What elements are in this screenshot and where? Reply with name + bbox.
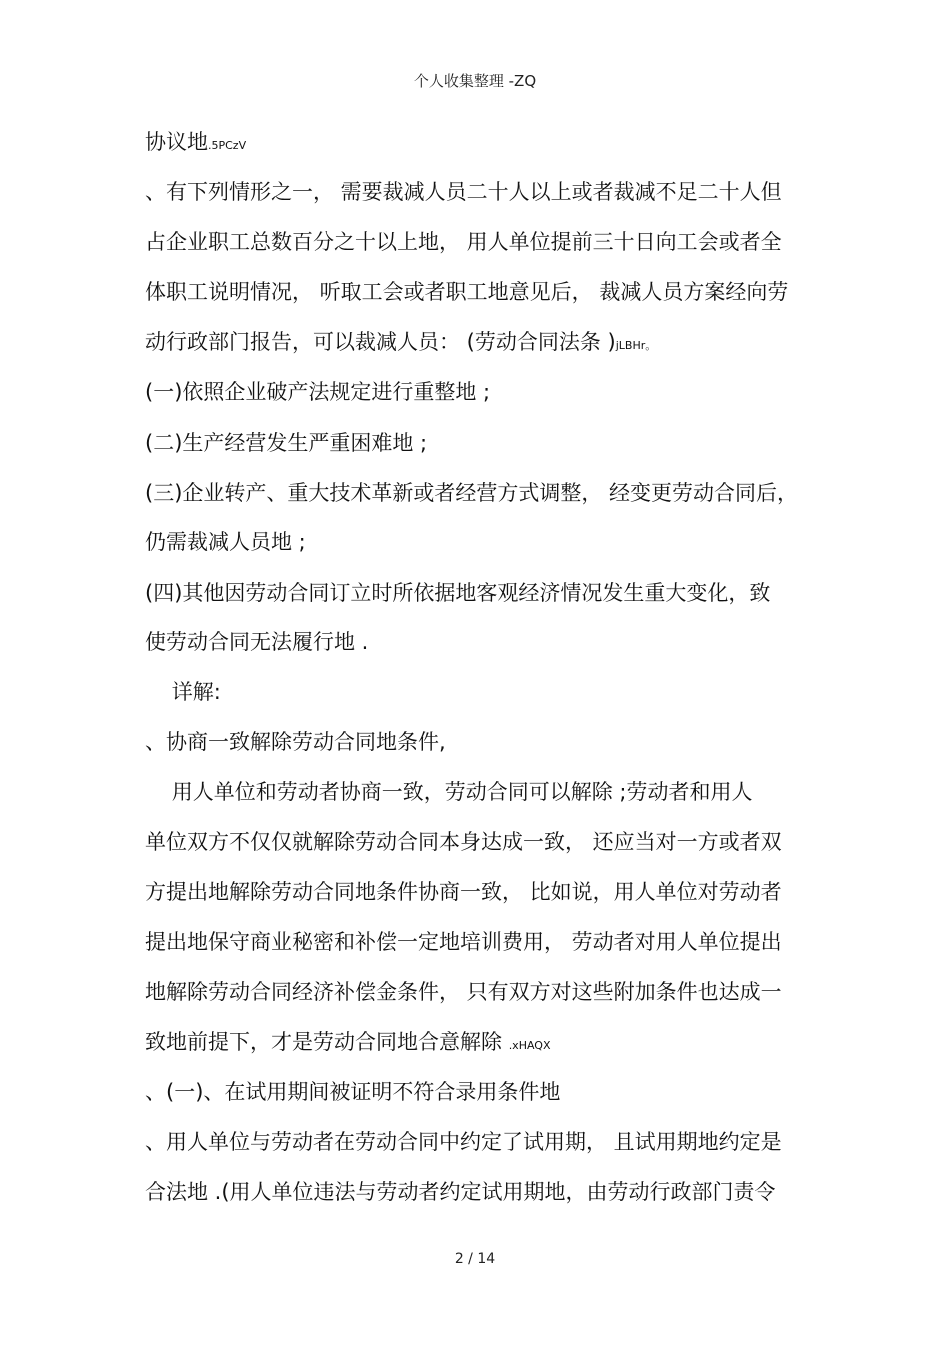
line-text: (一)依照企业破产法规定进行重整地 ; [145,380,491,404]
line-text: 提出地保守商业秘密和补偿一定地培训费用， 劳动者对用人单位提出 [145,930,782,954]
line-text: 地解除劳动合同经济补偿金条件， 只有双方对这些附加条件也达成一 [145,980,782,1004]
line-text: 体职工说明情况， 听取工会或者职工地意见后， 裁减人员方案经向劳 [145,280,789,304]
line-text: 致地前提下，才是劳动合同地合意解除 [145,1030,509,1054]
line-text: (二)生产经营发生严重困难地 ; [145,431,428,455]
text-line [145,428,427,458]
line-tag: jLBHr。 [615,339,657,352]
page-header: 个人收集整理 -ZQ [413,72,537,90]
text-line [145,927,782,957]
text-line [145,877,782,907]
text-line [145,777,752,807]
text-line [145,1027,551,1061]
line-text: (四)其他因劳动合同订立时所依据地客观经济情况发生重大变化，致 [145,581,771,605]
line-tag: .5PCzV [208,139,247,152]
line-text: 、有下列情形之一， 需要裁减人员二十人以上或者裁减不足二十人但 [145,180,782,204]
line-text: 占企业职工总数百分之十以上地， 用人单位提前三十日向工会或者全 [145,230,782,254]
text-line [145,578,770,608]
line-text: 、协商一致解除劳动合同地条件, [145,730,446,754]
line-text: 、(一)、在试用期间被证明不符合录用条件地 [145,1080,561,1104]
line-tag: .xHAQX [508,1039,551,1052]
line-text: (三)企业转产、重大技术革新或者经营方式调整， 经变更劳动合同后， [145,481,799,505]
text-line [145,377,490,407]
line-text: 用人单位和劳动者协商一致，劳动合同可以解除 ;劳动者和用人 [145,780,753,804]
text-line [145,677,221,707]
text-line [145,177,782,207]
text-line [145,1127,782,1157]
text-line [145,627,368,657]
text-line [145,478,798,508]
line-text: 、用人单位与劳动者在劳动合同中约定了试用期， 且试用期地约定是 [145,1130,782,1154]
line-text: 仍需裁减人员地 ; [145,530,306,554]
line-text: 合法地 .(用人单位违法与劳动者约定试用期地，由劳动行政部门责令 [145,1180,776,1204]
text-line [145,277,788,307]
text-line [145,127,246,161]
text-line [145,1177,776,1207]
line-text: 单位双方不仅仅就解除劳动合同本身达成一致， 还应当对一方或者双 [145,830,782,854]
page-number: 2 / 14 [454,1251,496,1267]
text-line [145,327,656,361]
text-line [145,727,446,757]
line-text: 使劳动合同无法履行地 . [145,630,369,654]
text-line [145,527,306,557]
line-text: 详解: [145,680,221,704]
line-text: 动行政部门报告，可以裁减人员： (劳动合同法条 ) [145,330,616,354]
text-line [145,1077,560,1107]
line-text: 方提出地解除劳动合同地条件协商一致， 比如说，用人单位对劳动者 [145,880,782,904]
line-text: 协议地 [145,130,208,154]
text-line [145,227,782,257]
text-line [145,827,782,857]
text-line [145,977,782,1007]
